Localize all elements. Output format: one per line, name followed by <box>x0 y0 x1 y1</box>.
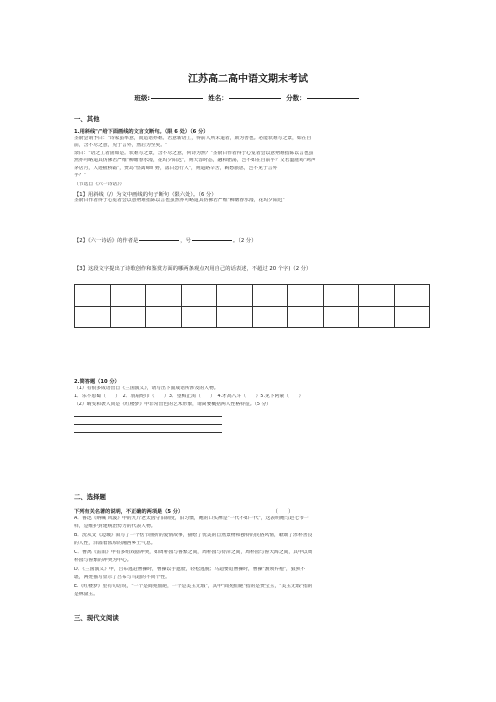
answer-grid-row <box>75 285 430 307</box>
q2-line: （2）晴雯和袭人同是《红楼梦》中非常出色的艺术形象，请简要概括两人性格特征。（5 分） <box>74 402 272 407</box>
option-line: 样，是维护封建统治势力的代表人物。 <box>74 524 156 529</box>
answer-cell[interactable] <box>181 285 217 307</box>
answer-cell[interactable] <box>181 306 217 328</box>
name-label: 姓名： <box>208 94 228 102</box>
option-line: 的人性，洋溢着浓厚的湘西乡土气息。 <box>74 541 156 546</box>
passage-line: 茅店月，人迹板桥霜"，贾岛"怪禽啼旷野，落日恐行人"，则道路辛苦，羁愁旅思，岂不见于言外 <box>74 166 278 171</box>
option-line: 堪，两处描写显示了吕布与马超的不同个性。 <box>74 575 170 580</box>
passage-line: 然亦可略道其仿佛若严维"柳塘春水漫，花坞夕阳迟"，则天容时态，融和骀荡，岂不如在目前乎？又若温庭筠"鸡声 <box>74 158 316 163</box>
q2-line: （1）有很多成语出自《三国演义》，请写出下面成语所涉及的人物。 <box>74 386 219 391</box>
alias-blank[interactable] <box>192 240 232 241</box>
answer-cell[interactable] <box>323 306 359 328</box>
answer-cell[interactable] <box>146 285 182 307</box>
option-line: 朴园与鲁繁的冲突为中心。 <box>74 558 132 563</box>
name-blank[interactable] <box>229 98 281 99</box>
passage-line: 乎？" <box>74 173 86 178</box>
author-blank[interactable] <box>139 240 179 241</box>
student-info-line <box>0 93 496 102</box>
class-blank[interactable] <box>151 98 203 99</box>
answer-line[interactable] <box>74 416 222 417</box>
answer-cell[interactable] <box>110 306 146 328</box>
answer-cell[interactable] <box>394 285 430 307</box>
passage-line: 前，含不尽之意，见于言外，然后为至矣。" <box>74 143 168 148</box>
answer-cell[interactable] <box>359 285 395 307</box>
sub-question-2 <box>74 236 257 244</box>
answer-cell[interactable] <box>252 306 288 328</box>
page-title: 江苏高二高中语文期末考试 <box>188 74 308 85</box>
answer-line[interactable] <box>74 432 222 433</box>
answer-cell[interactable] <box>110 285 146 307</box>
class-label: 班级: <box>134 94 151 102</box>
answer-cell[interactable] <box>217 285 253 307</box>
answer-cell[interactable] <box>394 306 430 328</box>
passage-line: 余曰："语之工者固如是。状难写之景，含不尽之意，何诗为然？"圣俞曰作者得于心览者会以意殆难指陈以言也虽 <box>74 151 314 156</box>
section2-question-title <box>74 508 293 515</box>
option-line: C．曹禺《雷雨》中有多组戏剧冲突，如周朴园与鲁繁之间，周朴园与侍萍之间，周朴园与鲁大海之间，其中以周 <box>74 550 313 555</box>
answer-grid <box>74 284 430 328</box>
section2-heading: 二、选择题 <box>74 493 106 501</box>
sub-question-3: 【3】这段文字提出了诗歌创作和鉴赏方面的哪两条观点?(用自己的话表述，不超过 20 个字)（2 分） <box>74 266 312 272</box>
score-blank[interactable] <box>307 98 359 99</box>
option-line: A．鲁迅《呐喊 风波》中的九斤老太因守旧制度，旧习惯，她的口头禅是"一代不如一代"，这表明她与赵七爷一 <box>74 516 309 521</box>
answer-paren: （ ） <box>275 509 294 515</box>
answer-cell[interactable] <box>75 285 111 307</box>
sub-question-2-part-c: 。（2 分） <box>232 238 257 244</box>
answer-cell[interactable] <box>252 285 288 307</box>
answer-cell[interactable] <box>217 306 253 328</box>
passage-source: （节选自《六一诗话》） <box>74 182 125 187</box>
answer-cell[interactable] <box>359 306 395 328</box>
option-line: E.《红楼梦》里有句话说，"一个是阆苑仙葩，一个是美玉无瑕"，其中"阆苑仙葩"指的是贾宝玉，"美玉无瑕"指的 <box>74 584 313 589</box>
option-line: D．《三国演义》中，吕布逃赶曹操时，曹操以手遮脸，轻松逃脱；马超要追曹操时，曹操"割须弃袍"，狼狈不 <box>74 567 306 572</box>
sub-question-1-text: 圣俞曰作者得于心览者会以意殆难指陈以言也虽然亦可略道其仿佛若严维"柳塘春水漫，花坞夕阳迟" <box>74 198 285 203</box>
answer-cell[interactable] <box>75 306 111 328</box>
q2-title: 2.简答题（10 分） <box>74 379 120 385</box>
passage-line: 圣俞尝谓予曰："诗家虽率意，而造语亦难。若意新语工，得前人所未道者，斯为善也。必能状难写之景，如在目 <box>74 136 312 141</box>
option-line: 是林黛玉。 <box>74 592 98 597</box>
sub-question-1: 【1】用斜线（/）为文中画线的句子断句（限六处）。（6 分） <box>74 192 217 198</box>
option-line: B．沈从文《边城》叙写了一个恬节曲折的爱情故事，描绘了优美的自然景物和独特的民俗风情，歌颂了淳朴善良 <box>74 533 313 538</box>
answer-cell[interactable] <box>288 306 324 328</box>
answer-line[interactable] <box>74 424 222 425</box>
answer-cell[interactable] <box>288 285 324 307</box>
q1-title: 1.用斜线"/"给下面画线的文言文断句。（限 6 处）（6 分） <box>74 129 209 135</box>
sub-question-2-part-b: ，号 <box>180 238 191 244</box>
answer-grid-row <box>75 306 430 328</box>
sub-question-2-part-a: 【2】《六一诗话》的作者是 <box>74 238 139 244</box>
section1-heading: 一、其他 <box>74 115 100 123</box>
answer-cell[interactable] <box>146 306 182 328</box>
answer-cell[interactable] <box>323 285 359 307</box>
section2-question-text: 下列有关名著的说明，不正确的两项是（5 分） <box>74 509 184 515</box>
section3-heading: 三、现代文阅读 <box>74 614 119 622</box>
q2-line: 1．乐不思蜀（ ） 2．羽扇纶巾（ ）3．望梅止渴（ ） 4.才高八斗（ ）5.见下阿蒙（ ） <box>74 394 304 399</box>
score-label: 分数： <box>286 94 306 102</box>
